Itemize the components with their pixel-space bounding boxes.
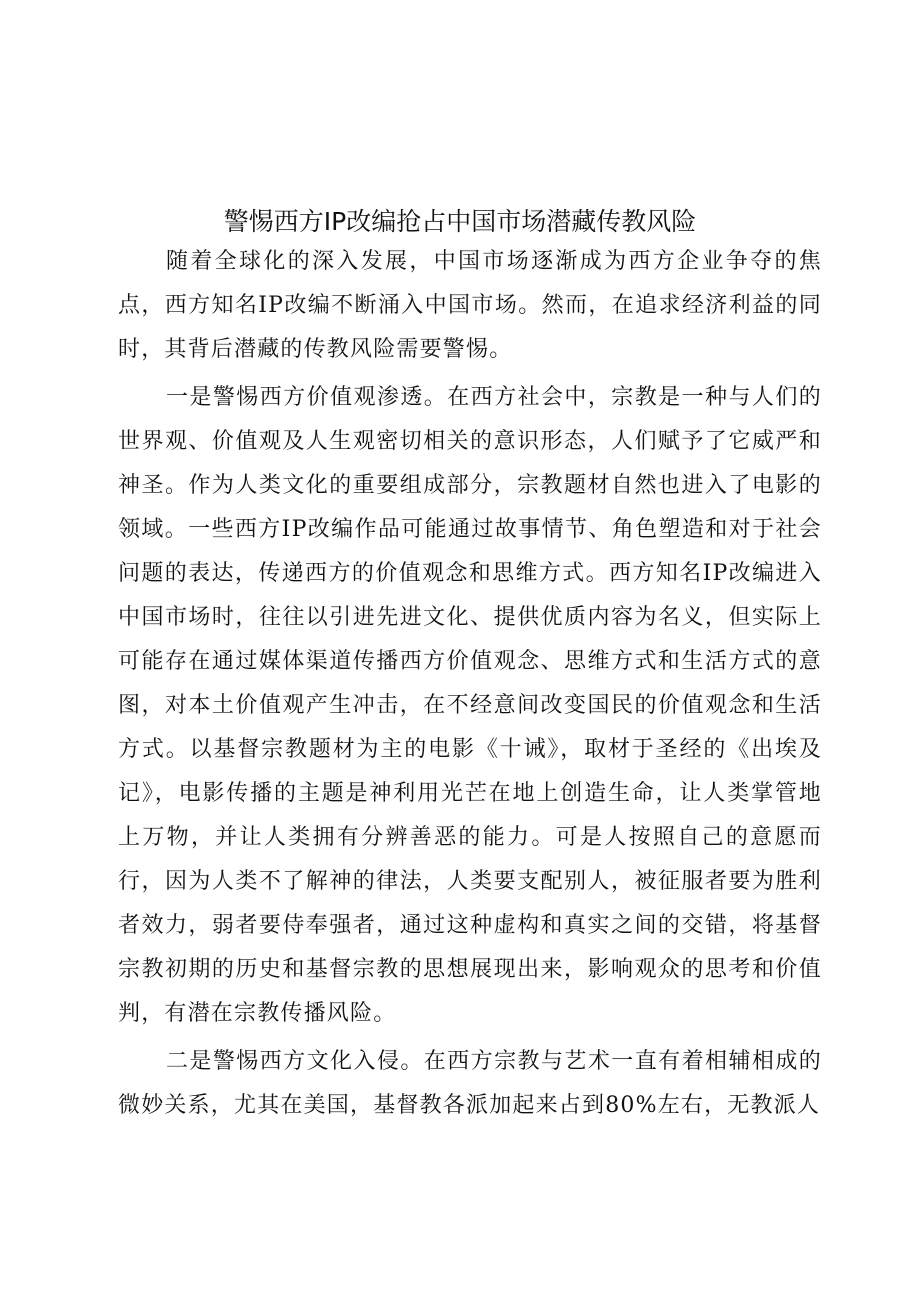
paragraph-culture: 二是警惕西方文化入侵。在西方宗教与艺术一直有着相辅相成的微妙关系，尤其在美国，基督教各派加起来占到80%左右，无教派人 (118, 1049, 822, 1118)
document-body (118, 240, 822, 1132)
document-title: 警惕西方IP改编抢占中国市场潜藏传教风险 (223, 206, 697, 236)
paragraph-intro: 随着全球化的深入发展，中国市场逐渐成为西方企业争夺的焦点，西方知名IP改编不断涌入中国市场。然而，在追求经济利益的同时，其背后潜藏的传教风险需要警惕。 (118, 249, 822, 362)
paragraph-values: 一是警惕西方价值观渗透。在西方社会中，宗教是一种与人们的世界观、价值观及人生观密切相关的意识形态，人们赋予了它威严和神圣。作为人类文化的重要组成部分，宗教题材自然也进入了电影的领域。一些西方IP改编作品可能通过故事情节、角色塑造和对于社会问题的表达，传递西方的价值观念和思维方式。西方知名IP改编进入中国市场时，往往以引进先进文化、提供优质内容为名义，但实际上可能存在通过媒体渠道传播西方价值观念、思维方式和生活方式的意图，对本土价值观产生冲击，在不经意间改变国民的价值观念和生活方式。以基督宗教题材为主的电影《十诫》，取材于圣经的《出埃及记》，电影传播的主题是神利用光芒在地上创造生命，让人类掌管地上万物，并让人类拥有分辨善恶的能力。可是人按照自己的意愿而行，因为人类不了解神的律法，人类要支配别人，被征服者要为胜利者效力，弱者要侍奉强者，通过这种虚构和真实之间的交错，将基督宗教初期的历史和基督宗教的思想展现出来，影响观众的思考和价值判，有潜在宗教传播风险。 (118, 385, 822, 1026)
